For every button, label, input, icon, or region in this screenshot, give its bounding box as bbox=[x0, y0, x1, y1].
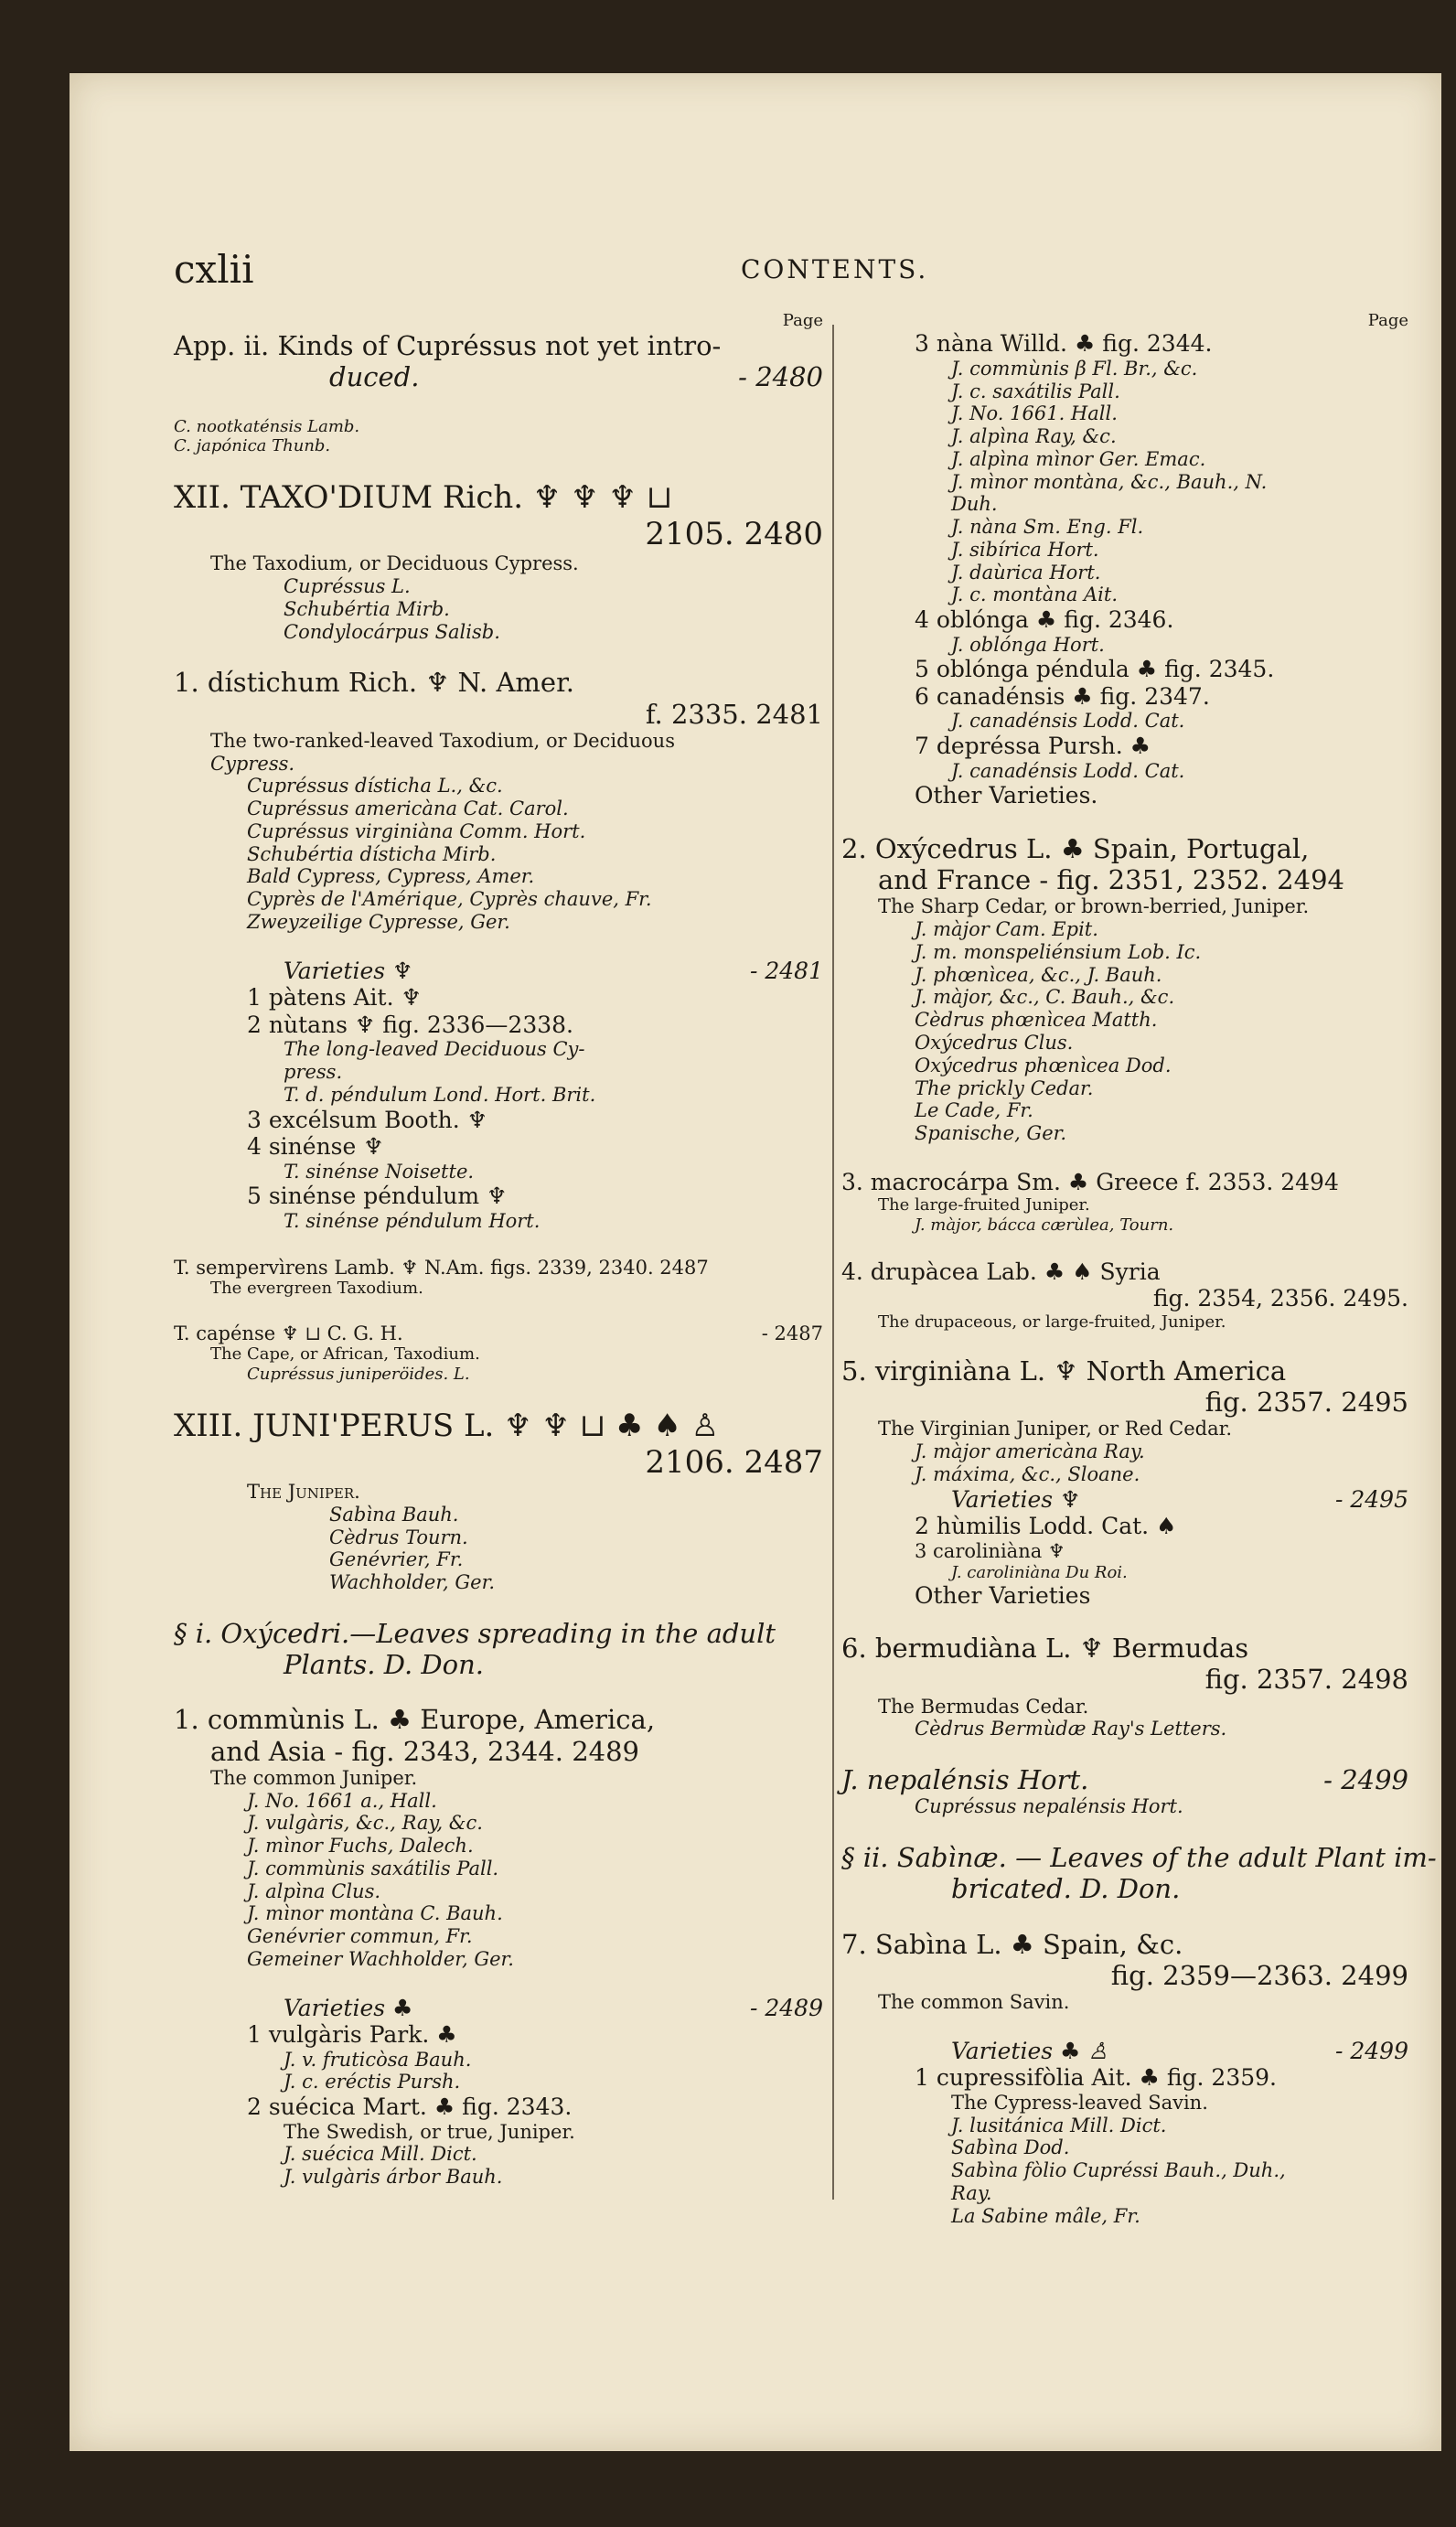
synonym: J. mìnor Fuchs, Dalech. bbox=[247, 1835, 474, 1858]
synonym: Condylocárpus Salisb. bbox=[284, 620, 500, 643]
genus-number: 2105. 2480 bbox=[645, 516, 823, 553]
variety-synonym: J. mìnor montàna, &c., Bauh., N. bbox=[951, 470, 1268, 493]
variety-synonym: J. vulgàris árbor Bauh. bbox=[284, 2166, 503, 2189]
variety: 3 excélsum Booth. ♆ bbox=[247, 1106, 488, 1133]
species-heading: 3. macrocárpa Sm. ♣ Greece f. 2353. 2494 bbox=[841, 1168, 1339, 1195]
species-heading: T. capénse ♆ ⊔ C. G. H. - 2487 bbox=[174, 1322, 823, 1344]
section-heading-cont: Plants. D. Don. bbox=[284, 1649, 484, 1681]
variety-synonym: Ray. bbox=[951, 2181, 992, 2204]
synonym: Oxýcedrus Clus. bbox=[915, 1031, 1074, 1054]
varieties-heading: Varieties ♆ - 2481 bbox=[284, 957, 823, 984]
species-heading: 1. dístichum Rich. ♆ N. Amer. bbox=[174, 667, 574, 699]
variety-common: The Swedish, or true, Juniper. bbox=[284, 2120, 575, 2143]
varieties-heading: Varieties ♣ - 2489 bbox=[284, 1994, 823, 2021]
variety-synonym: J. c. saxátilis Pall. bbox=[951, 380, 1120, 402]
variety-note: The long-leaved Deciduous Cy- bbox=[284, 1038, 585, 1061]
synonym: Cupréssus nepalénsis Hort. bbox=[915, 1795, 1183, 1818]
section-heading: § ii. Sabìnæ. — Leaves of the adult Plant im- bbox=[841, 1842, 1437, 1874]
synonym: Cèdrus Tourn. bbox=[329, 1526, 468, 1548]
species-common: The Sharp Cedar, or brown-berried, Juniper. bbox=[878, 895, 1310, 918]
synonym: Cupréssus virginiàna Comm. Hort. bbox=[247, 819, 586, 842]
species-heading-cont: fig. 2357. 2495 bbox=[1204, 1387, 1408, 1419]
other-varieties: Other Varieties. bbox=[915, 782, 1098, 809]
synonym: Bald Cypress, Cypress, Amer. bbox=[247, 865, 535, 888]
variety-synonym: Duh. bbox=[951, 493, 998, 516]
variety-synonym: J. alpìna Ray, &c. bbox=[951, 425, 1117, 448]
synonym: J. màjor americàna Ray. bbox=[915, 1440, 1145, 1463]
synonym: J. màjor Cam. Epit. bbox=[915, 918, 1098, 941]
appendix-note: C. nootkaténsis Lamb. bbox=[174, 416, 360, 436]
variety-synonym: T. sinénse péndulum Hort. bbox=[284, 1209, 541, 1232]
variety-synonym: J. nàna Sm. Eng. Fl. bbox=[951, 516, 1144, 539]
genus-heading: XII. TAXO'DIUM Rich. ♆ ♆ ♆ ⊔ bbox=[174, 479, 673, 517]
genus-common: The Juniper. bbox=[247, 1481, 360, 1504]
synonym: Schubértia Mirb. bbox=[284, 597, 450, 620]
synonym: J. máxima, &c., Sloane. bbox=[915, 1462, 1140, 1485]
variety-synonym: J. commùnis β Fl. Br., &c. bbox=[951, 357, 1198, 380]
synonym: J. màjor, &c., C. Bauh., &c. bbox=[915, 986, 1175, 1009]
species-common: The drupaceous, or large-fruited, Juniper. bbox=[878, 1312, 1226, 1332]
variety: 6 canadénsis ♣ fig. 2347. bbox=[915, 682, 1210, 710]
synonym: Wachholder, Ger. bbox=[329, 1571, 496, 1594]
species-heading: 4. drupàcea Lab. ♣ ♠ Syria bbox=[841, 1258, 1161, 1285]
page-number: cxlii bbox=[174, 247, 254, 292]
species-common: The Cape, or African, Taxodium. bbox=[210, 1344, 480, 1365]
appendix-title: App. ii. Kinds of Cupréssus not yet intro- bbox=[174, 330, 722, 362]
column-divider bbox=[832, 325, 834, 2200]
appendix-page: - 2480 bbox=[738, 361, 823, 393]
variety-synonym: T. d. péndulum Lond. Hort. Brit. bbox=[284, 1083, 596, 1106]
species-heading-cont: and Asia - fig. 2343, 2344. 2489 bbox=[210, 1735, 639, 1767]
species-heading: 1. commùnis L. ♣ Europe, America, bbox=[174, 1704, 656, 1736]
variety: 3 nàna Willd. ♣ fig. 2344. bbox=[915, 330, 1213, 358]
species-heading: 2. Oxýcedrus L. ♣ Spain, Portugal, bbox=[841, 832, 1310, 864]
synonym: Cupréssus L. bbox=[284, 575, 411, 598]
species-common: The common Juniper. bbox=[210, 1766, 418, 1789]
variety-note: press. bbox=[284, 1061, 343, 1084]
section-heading-cont: bricated. D. Don. bbox=[951, 1873, 1181, 1905]
right-column bbox=[841, 311, 1437, 2227]
synonym: Cupréssus americàna Cat. Carol. bbox=[247, 798, 569, 820]
varieties-heading: Varieties ♆ - 2495 bbox=[951, 1485, 1408, 1513]
variety: 4 sinénse ♆ bbox=[247, 1133, 384, 1161]
variety: 2 hùmilis Lodd. Cat. ♠ bbox=[915, 1513, 1177, 1540]
species-common: The Bermudas Cedar. bbox=[878, 1695, 1089, 1718]
species-common: The Virginian Juniper, or Red Cedar. bbox=[878, 1418, 1233, 1440]
synonym: Cupréssus dísticha L., &c. bbox=[247, 775, 503, 798]
other-varieties: Other Varieties bbox=[915, 1581, 1091, 1609]
variety: 5 sinénse péndulum ♆ bbox=[247, 1183, 508, 1210]
synonym: Gemeiner Wachholder, Ger. bbox=[247, 1947, 514, 1970]
genus-common: The Taxodium, or Deciduous Cypress. bbox=[210, 552, 579, 575]
synonym: J. alpìna Clus. bbox=[247, 1879, 381, 1902]
variety-synonym: J. v. fruticòsa Bauh. bbox=[284, 2048, 472, 2071]
synonym: Le Cade, Fr. bbox=[915, 1099, 1033, 1122]
variety: 4 oblónga ♣ fig. 2346. bbox=[915, 606, 1174, 634]
species-heading: T. sempervìrens Lamb. ♆ N.Am. figs. 2339, 2340. 2487 bbox=[174, 1256, 709, 1279]
species-heading-cont: fig. 2357. 2498 bbox=[1204, 1664, 1408, 1696]
appendix-note: C. japónica Thunb. bbox=[174, 435, 331, 455]
species-number: f. 2335. 2481 bbox=[645, 698, 823, 730]
species-common: The evergreen Taxodium. bbox=[210, 1279, 423, 1299]
variety-synonym: Sabìna Dod. bbox=[951, 2136, 1070, 2159]
variety: 7 depréssa Pursh. ♣ bbox=[915, 733, 1151, 760]
variety-synonym: J. lusitánica Mill. Dict. bbox=[951, 2114, 1167, 2136]
section-heading: § i. Oxýcedri.—Leaves spreading in the adult bbox=[174, 1617, 776, 1649]
synonym: J. màjor, bácca cærùlea, Tourn. bbox=[915, 1215, 1174, 1235]
synonym: J. m. monspeliénsium Lob. Ic. bbox=[915, 940, 1202, 963]
variety-common: The Cypress-leaved Savin. bbox=[951, 2091, 1208, 2114]
variety-synonym: J. suécica Mill. Dict. bbox=[284, 2143, 477, 2166]
variety-synonym: La Sabine mâle, Fr. bbox=[951, 2204, 1140, 2227]
synonym: Schubértia dísticha Mirb. bbox=[247, 842, 497, 865]
variety-synonym: J. caroliniàna Du Roi. bbox=[951, 1562, 1128, 1582]
species-heading: 5. virginiàna L. ♆ North America bbox=[841, 1355, 1287, 1387]
synonym: Sabìna Bauh. bbox=[329, 1503, 459, 1526]
genus-number: 2106. 2487 bbox=[645, 1443, 823, 1481]
species-common: The large-fruited Juniper. bbox=[878, 1195, 1090, 1215]
synonym: Zweyzeilige Cypresse, Ger. bbox=[247, 910, 510, 933]
species-heading: 7. Sabìna L. ♣ Spain, &c. bbox=[841, 1928, 1183, 1960]
variety: 1 pàtens Ait. ♆ bbox=[247, 984, 422, 1012]
page-title: CONTENTS. bbox=[741, 254, 929, 284]
variety-synonym: J. daùrica Hort. bbox=[951, 561, 1101, 584]
variety-synonym: J. No. 1661. Hall. bbox=[951, 402, 1118, 425]
species-heading: 6. bermudiàna L. ♆ Bermudas bbox=[841, 1633, 1249, 1665]
species-heading-cont: fig. 2354, 2356. 2495. bbox=[1152, 1285, 1408, 1312]
page-label: Page bbox=[1367, 311, 1408, 330]
page-label: Page bbox=[782, 311, 823, 330]
variety-synonym: Sabìna fòlio Cupréssi Bauh., Duh., bbox=[951, 2159, 1286, 2182]
variety-synonym: J. canadénsis Lodd. Cat. bbox=[951, 759, 1185, 782]
synonym: The prickly Cedar. bbox=[915, 1076, 1094, 1099]
synonym: J. commùnis saxátilis Pall. bbox=[247, 1857, 499, 1879]
variety: 3 caroliniàna ♆ bbox=[915, 1539, 1065, 1562]
synonym: J. vulgàris, &c., Ray, &c. bbox=[247, 1812, 483, 1835]
varieties-heading: Varieties ♣ ♙ - 2499 bbox=[951, 2037, 1408, 2064]
synonym: Genévrier, Fr. bbox=[329, 1548, 464, 1571]
variety-synonym: J. oblónga Hort. bbox=[951, 633, 1105, 656]
variety-synonym: T. sinénse Noisette. bbox=[284, 1160, 475, 1183]
species-heading: J. nepalénsis Hort. - 2499 bbox=[841, 1764, 1408, 1796]
variety: 1 vulgàris Park. ♣ bbox=[247, 2021, 457, 2049]
variety-synonym: J. c. eréctis Pursh. bbox=[284, 2071, 461, 2093]
variety: 5 oblónga péndula ♣ fig. 2345. bbox=[915, 656, 1275, 683]
synonym: Oxýcedrus phœnìcea Dod. bbox=[915, 1054, 1172, 1076]
variety-synonym: J. canadénsis Lodd. Cat. bbox=[951, 710, 1185, 733]
synonym: Cèdrus phœnìcea Matth. bbox=[915, 1009, 1158, 1032]
variety: 2 nùtans ♆ fig. 2336—2338. bbox=[247, 1011, 574, 1038]
synonym: Genévrier commun, Fr. bbox=[247, 1925, 473, 1948]
synonym: Cèdrus Bermùdæ Ray's Letters. bbox=[915, 1718, 1227, 1740]
appendix-title-cont: duced. - 2480 bbox=[329, 361, 823, 393]
variety: 1 cupressifòlia Ait. ♣ fig. 2359. bbox=[915, 2064, 1277, 2092]
synonym: Cyprès de l'Amérique, Cyprès chauve, Fr. bbox=[247, 888, 652, 911]
variety-synonym: J. c. montàna Ait. bbox=[951, 584, 1119, 606]
species-heading-cont: and France - fig. 2351, 2352. 2494 bbox=[878, 864, 1344, 896]
species-common-cont: Cypress. bbox=[210, 752, 295, 775]
synonym: J. No. 1661 a., Hall. bbox=[247, 1789, 437, 1812]
variety-synonym: J. alpìna mìnor Ger. Emac. bbox=[951, 447, 1206, 470]
species-common: The common Savin. bbox=[878, 1991, 1070, 2014]
synonym: Spanische, Ger. bbox=[915, 1122, 1067, 1145]
synonym: J. phœnìcea, &c., J. Bauh. bbox=[915, 963, 1162, 986]
species-heading-cont: fig. 2359—2363. 2499 bbox=[1110, 1959, 1408, 1991]
left-column bbox=[174, 311, 823, 2189]
variety: 2 suécica Mart. ♣ fig. 2343. bbox=[247, 2093, 573, 2121]
synonym: J. mìnor montàna C. Bauh. bbox=[247, 1902, 503, 1925]
variety-synonym: J. sibírica Hort. bbox=[951, 538, 1099, 561]
species-common: The two-ranked-leaved Taxodium, or Deciduous bbox=[210, 729, 675, 752]
genus-heading: XIII. JUNI'PERUS L. ♆ ♆ ⊔ ♣ ♠ ♙ bbox=[174, 1407, 720, 1444]
synonym: Cupréssus juniperöides. L. bbox=[247, 1364, 470, 1384]
